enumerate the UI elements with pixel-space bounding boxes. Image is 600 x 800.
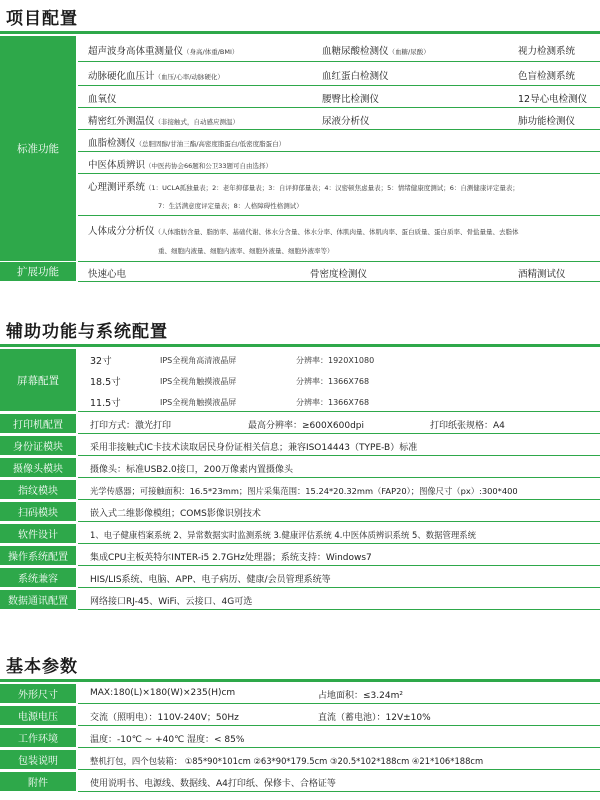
section-title: 辅助功能与系统配置 [6,322,168,342]
table-row-body-composition [78,216,600,262]
row-value: 摄像头：标准USB2.0接口，200万像素内置摄像头 [90,465,293,475]
printer-paper: 打印纸张规格：A4 [430,421,505,431]
item-name: 血糖尿酸检测仪 [322,46,389,57]
label-power: 电源电压 [0,706,76,726]
item-note: （身高/体重/BMI） [183,48,239,56]
row-value-secondary: 占地面积：≤3.24m² [318,691,403,701]
label-extended-functions: 扩展功能 [0,262,76,282]
item-note: （血糖/尿酸） [388,48,430,56]
label-compatibility: 系统兼容 [0,568,76,588]
label-fingerprint: 指纹模块 [0,480,76,500]
label-software: 软件设计 [0,524,76,544]
row-value: 使用说明书、电源线、数据线、A4打印纸、保修卡、合格证等 [90,779,336,789]
section-auxiliary-config [0,313,600,347]
screen-size: 11.5寸 [90,398,121,409]
table-row [78,772,600,792]
label-accessories: 附件 [0,772,76,792]
row-value: 集成CPU主板英特尔INTER-i5 2.7GHz处理器；系统支持：Windows7 [90,553,372,563]
item-name: 视力检测系统 [518,46,576,57]
table-row-blood-lipid [78,130,600,152]
item-name: 12导心电检测仪 [518,94,588,105]
row-value: 温度：-10℃ ~ +40℃ 湿度：< 85% [90,735,245,745]
table-row [78,86,600,108]
section-underline [0,344,600,347]
row-value: 光学传感器；可接触面积：16.5*23mm；图片采集范围：15.24*20.32mm（FAP20）；图像尺寸（px）:300*400 [90,486,518,496]
screen-size: 18.5寸 [90,377,121,388]
screen-resolution: 分辨率：1920X1080 [296,356,375,365]
table-row [78,706,600,726]
item-name: 心理测评系统 [88,182,146,193]
item-note: （非接触式，自动感应测温） [154,118,240,126]
item-name: 血红蛋白检测仪 [322,71,389,82]
row-value: 采用非接触式IC卡技术读取居民身份证相关信息；兼容ISO14443（TYPE-B）标准 [90,443,418,453]
table-row [78,568,600,588]
printer-resolution: 最高分辨率：≥600X600dpi [248,421,364,431]
table-row [78,458,600,478]
item-name: 血脂检测仪 [88,138,136,149]
table-row [78,728,600,748]
item-note: （总胆固醇/甘油三酯/高密度脂蛋白/低密度脂蛋白） [135,140,286,148]
row-value: 1、电子健康档案系统 2、异常数据实时监测系统 3.健康评估系统 4.中医体质辨识系统 5、数据管理系统 [90,530,476,540]
item-note: （1：UCLA孤独量表；2：老年抑郁量表；3：自评抑郁量表；4：汉密顿焦虑量表；5：情绪健康度测试；6：自测健康评定量表； [145,184,519,192]
item-name: 快速心电 [88,269,127,280]
screen-type: IPS全视角高清液晶屏 [160,356,237,365]
label-os: 操作系统配置 [0,546,76,566]
label-packaging: 包装说明 [0,750,76,770]
item-name: 腰臀比检测仪 [322,94,380,105]
section-project-config [0,0,600,34]
item-name: 色盲检测系统 [518,71,576,82]
table-row [78,524,600,544]
label-standard-functions: 标准功能 [0,36,76,262]
section-basic-params [0,648,600,682]
screen-resolution: 分辨率：1366X768 [296,377,370,386]
screen-type: IPS全视角触摸液晶屏 [160,377,237,386]
section-title: 项目配置 [6,9,78,29]
label-dimensions: 外形尺寸 [0,684,76,704]
table-row-tcm [78,152,600,174]
item-name: 动脉硬化血压计 [88,71,155,82]
table-row [78,36,600,62]
table-row [78,108,600,130]
screen-table [78,349,600,412]
item-note: （血压/心率/动脉硬化） [154,73,224,81]
row-value-secondary: 直流（蓄电池）：12V±10% [318,713,431,723]
section-title: 基本参数 [6,657,78,677]
table-row [78,546,600,566]
item-name: 人体成分分析仪 [88,226,155,237]
label-id-card: 身份证模块 [0,436,76,456]
label-scanner: 扫码模块 [0,502,76,522]
table-row [78,414,600,434]
label-printer: 打印机配置 [0,414,76,434]
table-row [78,436,600,456]
item-name: 酒精测试仪 [518,269,566,280]
item-note: 7：生活满意度评定量表；8：人格障碍性格测试） [158,202,303,210]
item-name: 尿液分析仪 [322,116,370,127]
table-row-extended [78,262,600,282]
table-row [78,480,600,500]
label-data-comm: 数据通讯配置 [0,590,76,610]
section-underline [0,31,600,34]
printer-mode: 打印方式：激光打印 [90,421,172,431]
item-name: 超声波身高体重测量仪 [88,46,184,57]
section-underline [0,679,600,682]
label-screen-config: 屏幕配置 [0,349,76,412]
item-name: 中医体质辨识 [88,160,146,171]
item-note: 重、细胞内液量、细胞内液率、细胞外液量、细胞外液率等） [158,247,334,255]
item-name: 精密红外测温仪 [88,116,155,127]
item-note: （人体脂肪含量、脂肪率、基础代谢、体水分含量、体水分率、体肌肉量、体肌肉率、蛋白质量、蛋白质率、骨盐量量、去脂体 [154,228,519,236]
row-value: HIS/LIS系统、电脑、APP、电子病历、健康/会员管理系统等 [90,575,331,585]
row-value: 嵌入式二维影像模组；COMS影像识别技术 [90,509,261,519]
label-environment: 工作环境 [0,728,76,748]
table-row [78,750,600,770]
table-row [78,590,600,610]
screen-type: IPS全视角触摸液晶屏 [160,398,237,407]
table-row-psych [78,174,600,216]
label-camera: 摄像头模块 [0,458,76,478]
row-value: MAX:180(L)×180(W)×235(H)cm [90,688,236,698]
table-row [78,502,600,522]
item-note: （中医药协会66题和公卫33题可自由选择） [145,162,273,170]
table-row [78,684,600,704]
row-value: 整机打包，四个包装箱： ①85*90*101cm ②63*90*179.5cm ③20.5*102*188cm ④21*106*188cm [90,756,484,766]
table-row [78,62,600,86]
item-name: 骨密度检测仪 [310,269,368,280]
item-name: 肺功能检测仪 [518,116,576,127]
row-value: 网络接口RJ-45、WiFi、云接口、4G可选 [90,597,253,607]
item-name: 血氧仪 [88,94,117,105]
row-value: 交流（照明电）：110V-240V；50Hz [90,713,239,723]
screen-resolution: 分辨率：1366X768 [296,398,370,407]
screen-size: 32寸 [90,356,112,367]
